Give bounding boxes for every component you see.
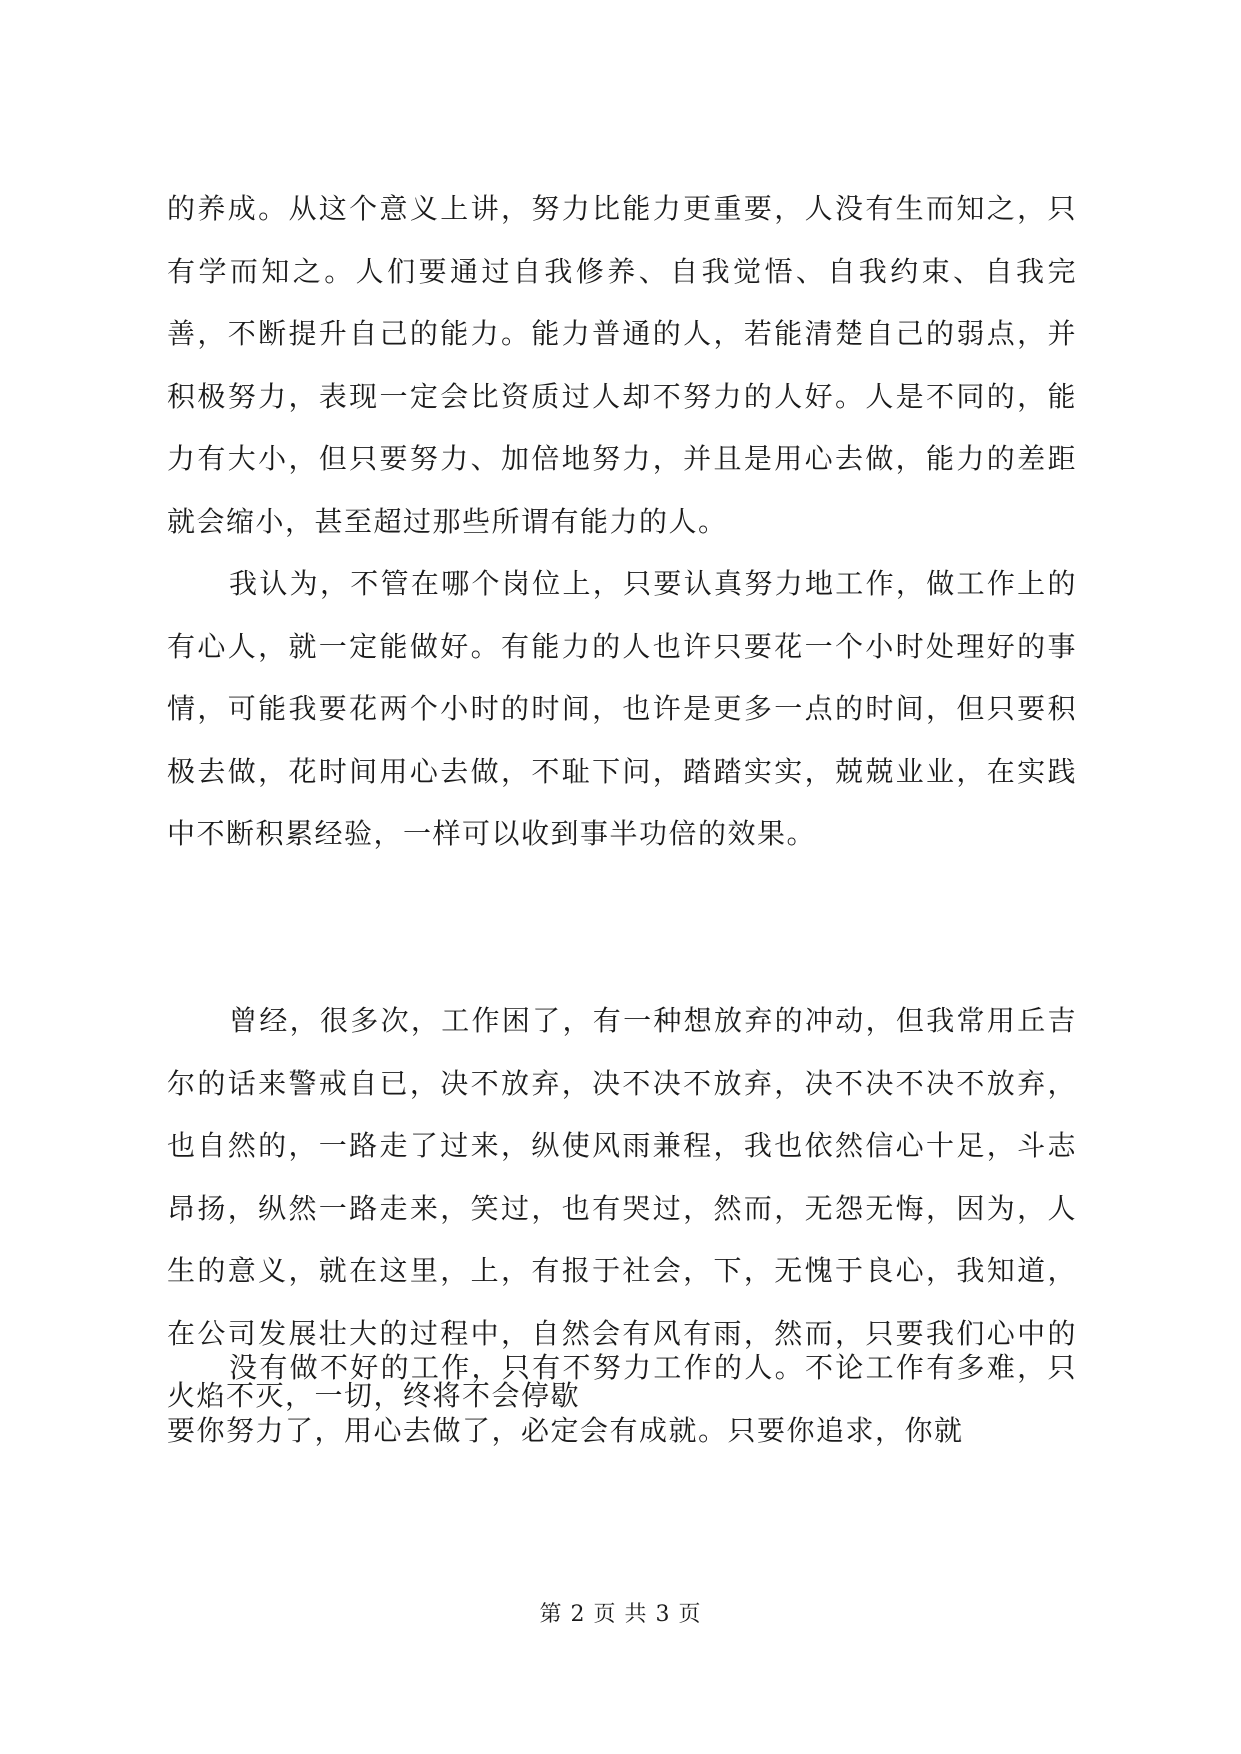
paragraph-1: 的养成。从这个意义上讲，努力比能力更重要，人没有生而知之，只有学而知之。人们要通过自我修养、自我觉悟、自我约束、自我完善，不断提升自己的能力。能力普通的人，若能清楚自己的弱点，并积极努力，表现一定会比资质过人却不努力的人好。人是不同的，能力有大小，但只要努力、加倍地努力，并且是用心去做，能力的差距就会缩小，甚至超过那些所谓有能力的人。 — [167, 192, 1077, 538]
body-text-section-1 — [167, 178, 1077, 866]
page-number-footer: 第 2 页 共 3 页 — [539, 1602, 702, 1627]
paragraph-3: 曾经，很多次，工作困了，有一种想放弃的冲动，但我常用丘吉尔的话来警戒自已，决不放弃，决不决不放弃，决不决不决不放弃，也自然的，一路走了过来，纵使风雨兼程，我也依然信心十足，斗志昂扬，纵然一路走来，笑过，也有哭过，然而，无怨无悔，因为，人生的意义，就在这里，上，有报于社会，下，无愧于良心，我知道，在公司发展壮大的过程中，自然会有风有雨，然而，只要我们心中的火焰不灭，一切，终将不会停歇 — [167, 1004, 1077, 1412]
paragraph-4: 没有做不好的工作，只有不努力工作的人。不论工作有多难，只要你努力了，用心去做了，必定会有成就。只要你追求，你就 — [167, 1351, 1077, 1447]
paragraph-2: 我认为，不管在哪个岗位上，只要认真努力地工作，做工作上的有心人，就一定能做好。有能力的人也许只要花一个小时处理好的事情，可能我要花两个小时的时间，也许是更多一点的时间，但只要积极去做，花时间用心去做，不耻下问，踏踏实实，兢兢业业，在实践中不断积累经验，一样可以收到事半功倍的效果。 — [167, 567, 1077, 850]
body-text-section-3 — [167, 1337, 1077, 1462]
